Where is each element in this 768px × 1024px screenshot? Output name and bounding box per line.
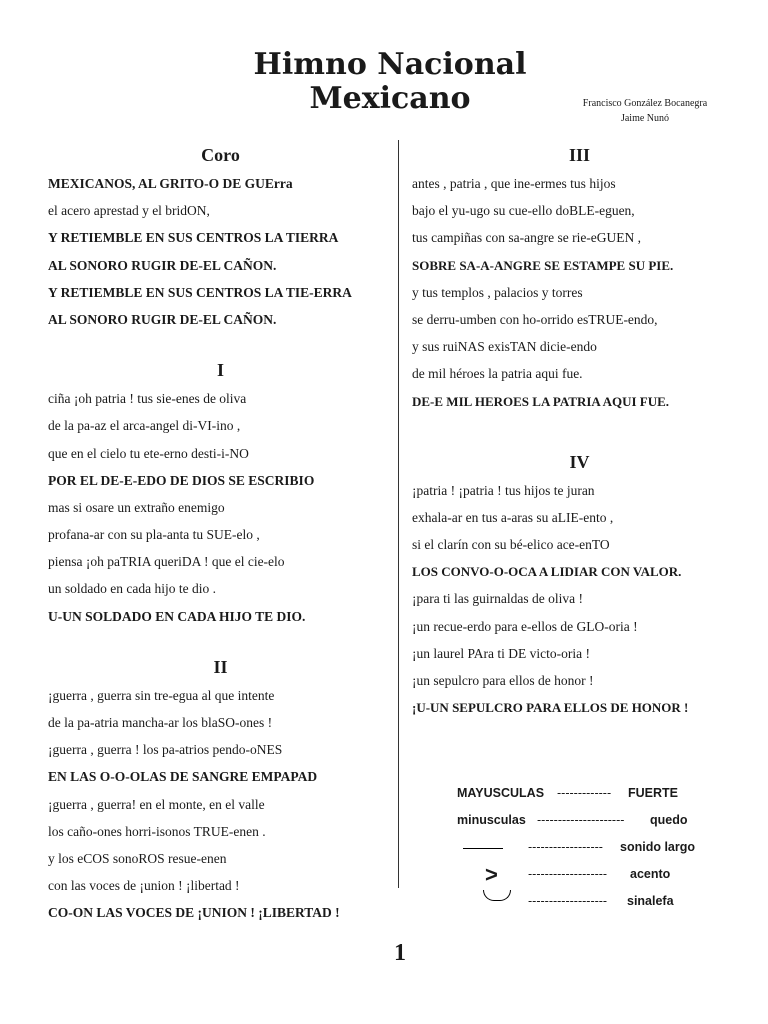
stanza-1-heading: I xyxy=(216,360,224,381)
stanza-line: tus campiñas con sa-angre se rie-eGUEN , xyxy=(412,230,642,246)
stanza-line: y tus templos , palacios y torres xyxy=(412,284,583,300)
stanza-line: EN LAS O-O-OLAS DE SANGRE EMPAPAD xyxy=(48,769,318,785)
stanza-line: con las voces de ¡union ! ¡libertad ! xyxy=(48,878,240,894)
stanza-line: piensa ¡oh paTRIA queriDA ! que el cie-elo xyxy=(48,554,285,570)
page-number: 1 xyxy=(394,940,406,966)
title-line-1: Himno Nacional xyxy=(253,47,527,82)
stanza-line: DE-E MIL HEROES LA PATRIA AQUI FUE. xyxy=(412,393,670,409)
stanza-4-heading: IV xyxy=(569,451,590,472)
stanza-line: ¡patria ! ¡patria ! tus hijos te juran xyxy=(412,482,595,498)
legend-dashes: ------------------- xyxy=(528,894,608,908)
legend-row-sinalefa xyxy=(455,888,745,915)
stanza-line: SOBRE SA-A-ANGRE SE ESTAMPE SU PIE. xyxy=(412,257,674,273)
stanza-line: CO-ON LAS VOCES DE ¡UNION ! ¡LIBERTAD ! xyxy=(48,905,340,921)
coro-line: Y RETIEMBLE EN SUS CENTROS LA TIE-ERRA xyxy=(48,284,352,300)
lyricist-name: Francisco González Bocanegra xyxy=(582,98,708,109)
legend-label: MAYUSCULAS xyxy=(457,786,545,800)
legend-meaning: quedo xyxy=(650,813,688,827)
stanza-line: ¡para ti las guirnaldas de oliva ! xyxy=(412,591,583,607)
coro-line: AL SONORO RUGIR DE-EL CAÑON. xyxy=(48,257,277,273)
legend-meaning: sonido largo xyxy=(620,840,695,854)
stanza-line: de la pa-atria mancha-ar los blaSO-ones ! xyxy=(48,715,273,730)
coro-heading: Coro xyxy=(201,145,240,165)
stanza-line: ¡guerra , guerra sin tre-egua al que intente xyxy=(48,687,275,703)
legend-meaning: sinalefa xyxy=(627,894,674,908)
left-column xyxy=(48,140,393,927)
legend-dashes: ------------- xyxy=(557,786,612,800)
stanza-line: POR EL DE-E-EDO DE DIOS SE ESCRIBIO xyxy=(48,472,315,488)
stanza-line: antes , patria , que ine-ermes tus hijos xyxy=(412,176,616,191)
stanza-line: U-UN SOLDADO EN CADA HIJO TE DIO. xyxy=(48,608,306,624)
stanza-line: de mil héroes la patria aqui fue. xyxy=(412,366,583,382)
stanza-line: ¡un laurel PAra ti DE victo-oria ! xyxy=(412,645,590,661)
stanza-line: se derru-umben con ho-orrido esTRUE-endo, xyxy=(412,311,658,327)
right-column xyxy=(412,140,747,721)
stanza-line: un soldado en cada hijo te dio . xyxy=(48,581,216,597)
stanza-line: y los eCOS sonoROS resue-enen xyxy=(48,850,227,866)
coro-line: el acero aprestad y el bridON, xyxy=(48,203,210,219)
stanza-line: exhala-ar en tus a-aras su aLIE-ento , xyxy=(412,509,614,525)
document-title xyxy=(230,48,550,116)
stanza-line: si el clarín con su bé-elico ace-enTO xyxy=(412,537,610,553)
stanza-line: de la pa-az el arca-angel di-VI-ino , xyxy=(48,418,241,434)
stanza-line: mas si osare un extraño enemigo xyxy=(48,499,225,515)
legend-row-lowercase xyxy=(455,807,745,834)
accent-symbol: > xyxy=(485,862,498,887)
stanza-line: que en el cielo tu ete-erno desti-i-NO xyxy=(48,445,249,461)
stanza-line: ciña ¡oh patria ! tus sie-enes de oliva xyxy=(48,391,247,407)
coro-line: MEXICANOS, AL GRITO-O DE GUErra xyxy=(48,176,293,191)
authors-credit xyxy=(560,96,730,126)
coro-line: Y RETIEMBLE EN SUS CENTROS LA TIERRA xyxy=(48,230,339,246)
stanza-line: los caño-ones horri-isonos TRUE-enen . xyxy=(48,823,266,839)
legend-label: minusculas xyxy=(457,813,526,827)
stanza-line: ¡U-UN SEPULCRO PARA ELLOS DE HONOR ! xyxy=(412,700,689,716)
stanza-line: profana-ar con su pla-anta tu SUE-elo , xyxy=(48,527,260,543)
column-divider xyxy=(398,140,399,888)
legend-dashes: ------------------ xyxy=(528,840,603,854)
stanza-line: ¡guerra , guerra! en el monte, en el valle xyxy=(48,796,265,812)
stanza-line: ¡guerra , guerra ! los pa-atrios pendo-oNES xyxy=(48,742,283,758)
legend-row-accent xyxy=(455,861,745,888)
stanza-line: ¡un recue-erdo para e-ellos de GLO-oria ! xyxy=(412,618,638,634)
stanza-line: LOS CONVO-O-OCA A LIDIAR CON VALOR. xyxy=(412,564,682,580)
stanza-3-heading: III xyxy=(568,145,590,165)
stanza-line: bajo el yu-ugo su cue-ello doBLE-eguen, xyxy=(412,203,635,219)
stanza-2-heading: II xyxy=(213,656,228,677)
legend-row-long-sound xyxy=(455,834,745,861)
composer-name: Jaime Nunó xyxy=(620,113,670,124)
legend-row-uppercase xyxy=(455,780,745,807)
title-line-2: Mexicano xyxy=(309,81,471,116)
stanza-line: y sus ruiNAS exisTAN dicie-endo xyxy=(412,339,597,355)
legend-meaning: FUERTE xyxy=(628,786,678,800)
stanza-line: ¡un sepulcro para ellos de honor ! xyxy=(412,673,594,688)
legend-dashes: ------------------- xyxy=(528,867,608,881)
notation-legend xyxy=(455,780,745,915)
coro-line: AL SONORO RUGIR DE-EL CAÑON. xyxy=(48,311,277,327)
legend-meaning: acento xyxy=(630,867,671,881)
legend-dashes: --------------------- xyxy=(537,813,625,827)
